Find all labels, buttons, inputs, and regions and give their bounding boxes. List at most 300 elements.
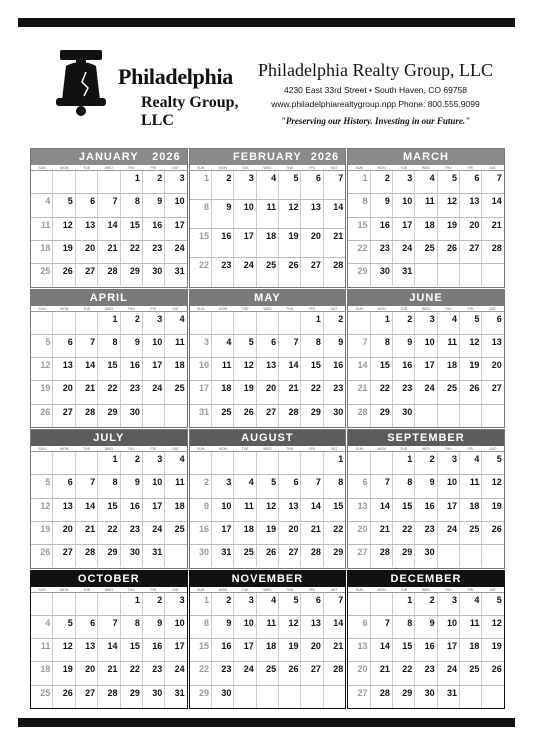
day-cell[interactable]: [460, 381, 482, 403]
day-cell[interactable]: [121, 312, 143, 334]
day-cell[interactable]: [190, 686, 212, 708]
day-cell[interactable]: [279, 200, 301, 228]
day-cell[interactable]: [257, 335, 279, 357]
day-cell[interactable]: [234, 593, 256, 615]
day-cell[interactable]: [190, 662, 212, 684]
day-cell[interactable]: [301, 200, 323, 228]
day-cell[interactable]: [212, 258, 234, 286]
day-cell[interactable]: [165, 381, 186, 403]
day-cell[interactable]: [371, 194, 393, 216]
day-cell[interactable]: [324, 593, 345, 615]
day-cell[interactable]: [324, 686, 345, 708]
day-cell[interactable]: [212, 522, 234, 544]
day-cell[interactable]: [76, 475, 98, 497]
day-cell[interactable]: [53, 662, 75, 684]
day-cell[interactable]: [143, 171, 165, 193]
day-cell[interactable]: [53, 171, 75, 193]
day-cell[interactable]: [212, 381, 234, 403]
day-cell[interactable]: [348, 662, 370, 684]
day-cell[interactable]: [53, 616, 75, 638]
day-cell[interactable]: [393, 616, 415, 638]
day-cell[interactable]: [415, 335, 437, 357]
day-cell[interactable]: [415, 593, 437, 615]
day-cell[interactable]: [279, 639, 301, 661]
day-cell[interactable]: [324, 381, 345, 403]
day-cell[interactable]: [212, 200, 234, 228]
day-cell[interactable]: [121, 381, 143, 403]
day-cell[interactable]: [53, 686, 75, 708]
day-cell[interactable]: [301, 545, 323, 567]
day-cell[interactable]: [324, 475, 345, 497]
day-cell[interactable]: [257, 639, 279, 661]
day-cell[interactable]: [98, 171, 120, 193]
day-cell[interactable]: [301, 522, 323, 544]
day-cell[interactable]: [212, 335, 234, 357]
day-cell[interactable]: [301, 452, 323, 474]
day-cell[interactable]: [98, 194, 120, 216]
day-cell[interactable]: [279, 662, 301, 684]
day-cell[interactable]: [415, 686, 437, 708]
day-cell[interactable]: [371, 405, 393, 427]
day-cell[interactable]: [234, 358, 256, 380]
day-cell[interactable]: [393, 358, 415, 380]
day-cell[interactable]: [415, 358, 437, 380]
day-cell[interactable]: [301, 381, 323, 403]
day-cell[interactable]: [279, 686, 301, 708]
day-cell[interactable]: [165, 194, 186, 216]
day-cell[interactable]: [482, 593, 503, 615]
day-cell[interactable]: [31, 312, 53, 334]
day-cell[interactable]: [393, 194, 415, 216]
day-cell[interactable]: [98, 241, 120, 263]
day-cell[interactable]: [324, 312, 345, 334]
day-cell[interactable]: [53, 335, 75, 357]
day-cell[interactable]: [371, 616, 393, 638]
day-cell[interactable]: [482, 218, 503, 240]
day-cell[interactable]: [460, 218, 482, 240]
day-cell[interactable]: [371, 452, 393, 474]
day-cell[interactable]: [98, 593, 120, 615]
day-cell[interactable]: [324, 452, 345, 474]
day-cell[interactable]: [393, 545, 415, 567]
day-cell[interactable]: [393, 662, 415, 684]
day-cell[interactable]: [482, 686, 503, 708]
day-cell[interactable]: [212, 452, 234, 474]
day-cell[interactable]: [190, 335, 212, 357]
day-cell[interactable]: [76, 264, 98, 286]
day-cell[interactable]: [371, 475, 393, 497]
day-cell[interactable]: [348, 312, 370, 334]
day-cell[interactable]: [348, 358, 370, 380]
day-cell[interactable]: [393, 593, 415, 615]
day-cell[interactable]: [460, 593, 482, 615]
day-cell[interactable]: [257, 593, 279, 615]
day-cell[interactable]: [190, 522, 212, 544]
day-cell[interactable]: [482, 452, 503, 474]
day-cell[interactable]: [257, 312, 279, 334]
day-cell[interactable]: [190, 405, 212, 427]
day-cell[interactable]: [438, 499, 460, 521]
day-cell[interactable]: [31, 218, 53, 240]
day-cell[interactable]: [212, 662, 234, 684]
day-cell[interactable]: [371, 499, 393, 521]
day-cell[interactable]: [482, 662, 503, 684]
day-cell[interactable]: [165, 264, 186, 286]
day-cell[interactable]: [76, 452, 98, 474]
day-cell[interactable]: [324, 545, 345, 567]
day-cell[interactable]: [31, 241, 53, 263]
day-cell[interactable]: [257, 358, 279, 380]
day-cell[interactable]: [438, 639, 460, 661]
day-cell[interactable]: [393, 312, 415, 334]
day-cell[interactable]: [234, 545, 256, 567]
day-cell[interactable]: [482, 639, 503, 661]
day-cell[interactable]: [165, 452, 186, 474]
day-cell[interactable]: [121, 475, 143, 497]
day-cell[interactable]: [348, 335, 370, 357]
day-cell[interactable]: [76, 312, 98, 334]
day-cell[interactable]: [212, 405, 234, 427]
day-cell[interactable]: [143, 194, 165, 216]
day-cell[interactable]: [279, 171, 301, 199]
day-cell[interactable]: [324, 616, 345, 638]
day-cell[interactable]: [415, 452, 437, 474]
day-cell[interactable]: [482, 264, 503, 286]
day-cell[interactable]: [393, 475, 415, 497]
day-cell[interactable]: [165, 475, 186, 497]
day-cell[interactable]: [165, 241, 186, 263]
day-cell[interactable]: [76, 335, 98, 357]
day-cell[interactable]: [460, 662, 482, 684]
day-cell[interactable]: [234, 616, 256, 638]
day-cell[interactable]: [234, 405, 256, 427]
day-cell[interactable]: [393, 522, 415, 544]
day-cell[interactable]: [234, 171, 256, 199]
day-cell[interactable]: [212, 358, 234, 380]
day-cell[interactable]: [348, 475, 370, 497]
day-cell[interactable]: [212, 229, 234, 257]
day-cell[interactable]: [53, 381, 75, 403]
day-cell[interactable]: [257, 171, 279, 199]
day-cell[interactable]: [190, 358, 212, 380]
day-cell[interactable]: [190, 312, 212, 334]
day-cell[interactable]: [31, 593, 53, 615]
day-cell[interactable]: [165, 616, 186, 638]
day-cell[interactable]: [31, 452, 53, 474]
day-cell[interactable]: [234, 662, 256, 684]
day-cell[interactable]: [98, 335, 120, 357]
day-cell[interactable]: [143, 475, 165, 497]
day-cell[interactable]: [460, 312, 482, 334]
day-cell[interactable]: [324, 229, 345, 257]
day-cell[interactable]: [76, 593, 98, 615]
day-cell[interactable]: [76, 616, 98, 638]
day-cell[interactable]: [324, 522, 345, 544]
day-cell[interactable]: [482, 358, 503, 380]
day-cell[interactable]: [98, 662, 120, 684]
day-cell[interactable]: [234, 381, 256, 403]
day-cell[interactable]: [279, 593, 301, 615]
day-cell[interactable]: [53, 499, 75, 521]
day-cell[interactable]: [98, 499, 120, 521]
day-cell[interactable]: [143, 241, 165, 263]
day-cell[interactable]: [279, 499, 301, 521]
day-cell[interactable]: [234, 522, 256, 544]
day-cell[interactable]: [98, 522, 120, 544]
day-cell[interactable]: [393, 171, 415, 193]
day-cell[interactable]: [257, 258, 279, 286]
day-cell[interactable]: [348, 499, 370, 521]
day-cell[interactable]: [234, 639, 256, 661]
day-cell[interactable]: [415, 639, 437, 661]
day-cell[interactable]: [234, 312, 256, 334]
day-cell[interactable]: [348, 593, 370, 615]
day-cell[interactable]: [98, 545, 120, 567]
day-cell[interactable]: [393, 241, 415, 263]
day-cell[interactable]: [393, 381, 415, 403]
day-cell[interactable]: [415, 194, 437, 216]
day-cell[interactable]: [301, 639, 323, 661]
day-cell[interactable]: [31, 264, 53, 286]
day-cell[interactable]: [301, 686, 323, 708]
day-cell[interactable]: [31, 194, 53, 216]
day-cell[interactable]: [257, 522, 279, 544]
day-cell[interactable]: [53, 639, 75, 661]
day-cell[interactable]: [53, 545, 75, 567]
day-cell[interactable]: [279, 545, 301, 567]
day-cell[interactable]: [53, 194, 75, 216]
day-cell[interactable]: [53, 218, 75, 240]
day-cell[interactable]: [121, 358, 143, 380]
day-cell[interactable]: [279, 616, 301, 638]
day-cell[interactable]: [415, 405, 437, 427]
day-cell[interactable]: [348, 522, 370, 544]
day-cell[interactable]: [190, 545, 212, 567]
day-cell[interactable]: [234, 452, 256, 474]
day-cell[interactable]: [324, 258, 345, 286]
day-cell[interactable]: [460, 545, 482, 567]
day-cell[interactable]: [165, 593, 186, 615]
day-cell[interactable]: [121, 499, 143, 521]
day-cell[interactable]: [190, 616, 212, 638]
day-cell[interactable]: [76, 639, 98, 661]
day-cell[interactable]: [324, 200, 345, 228]
day-cell[interactable]: [143, 639, 165, 661]
day-cell[interactable]: [438, 452, 460, 474]
day-cell[interactable]: [415, 499, 437, 521]
day-cell[interactable]: [460, 616, 482, 638]
day-cell[interactable]: [301, 171, 323, 199]
day-cell[interactable]: [460, 475, 482, 497]
day-cell[interactable]: [53, 452, 75, 474]
day-cell[interactable]: [460, 335, 482, 357]
day-cell[interactable]: [98, 264, 120, 286]
day-cell[interactable]: [393, 686, 415, 708]
day-cell[interactable]: [438, 662, 460, 684]
day-cell[interactable]: [98, 358, 120, 380]
day-cell[interactable]: [438, 171, 460, 193]
day-cell[interactable]: [371, 662, 393, 684]
day-cell[interactable]: [438, 405, 460, 427]
day-cell[interactable]: [301, 312, 323, 334]
day-cell[interactable]: [324, 662, 345, 684]
day-cell[interactable]: [393, 639, 415, 661]
day-cell[interactable]: [301, 616, 323, 638]
day-cell[interactable]: [143, 616, 165, 638]
day-cell[interactable]: [76, 686, 98, 708]
day-cell[interactable]: [393, 405, 415, 427]
day-cell[interactable]: [121, 662, 143, 684]
day-cell[interactable]: [257, 545, 279, 567]
day-cell[interactable]: [31, 616, 53, 638]
day-cell[interactable]: [438, 475, 460, 497]
day-cell[interactable]: [121, 452, 143, 474]
day-cell[interactable]: [482, 545, 503, 567]
day-cell[interactable]: [212, 639, 234, 661]
day-cell[interactable]: [212, 499, 234, 521]
day-cell[interactable]: [143, 264, 165, 286]
day-cell[interactable]: [234, 229, 256, 257]
day-cell[interactable]: [121, 686, 143, 708]
day-cell[interactable]: [190, 381, 212, 403]
day-cell[interactable]: [324, 171, 345, 199]
day-cell[interactable]: [212, 312, 234, 334]
day-cell[interactable]: [301, 229, 323, 257]
day-cell[interactable]: [53, 475, 75, 497]
day-cell[interactable]: [121, 405, 143, 427]
day-cell[interactable]: [212, 545, 234, 567]
day-cell[interactable]: [348, 381, 370, 403]
day-cell[interactable]: [460, 264, 482, 286]
day-cell[interactable]: [438, 545, 460, 567]
day-cell[interactable]: [301, 405, 323, 427]
day-cell[interactable]: [279, 229, 301, 257]
day-cell[interactable]: [121, 335, 143, 357]
day-cell[interactable]: [76, 241, 98, 263]
day-cell[interactable]: [165, 358, 186, 380]
day-cell[interactable]: [76, 358, 98, 380]
day-cell[interactable]: [482, 335, 503, 357]
day-cell[interactable]: [98, 381, 120, 403]
day-cell[interactable]: [76, 522, 98, 544]
day-cell[interactable]: [348, 218, 370, 240]
day-cell[interactable]: [31, 662, 53, 684]
day-cell[interactable]: [190, 499, 212, 521]
day-cell[interactable]: [31, 686, 53, 708]
day-cell[interactable]: [348, 616, 370, 638]
day-cell[interactable]: [76, 381, 98, 403]
day-cell[interactable]: [279, 405, 301, 427]
day-cell[interactable]: [460, 405, 482, 427]
day-cell[interactable]: [98, 312, 120, 334]
day-cell[interactable]: [121, 194, 143, 216]
day-cell[interactable]: [257, 475, 279, 497]
day-cell[interactable]: [371, 593, 393, 615]
day-cell[interactable]: [415, 545, 437, 567]
day-cell[interactable]: [143, 381, 165, 403]
day-cell[interactable]: [165, 662, 186, 684]
day-cell[interactable]: [371, 171, 393, 193]
day-cell[interactable]: [438, 593, 460, 615]
day-cell[interactable]: [348, 241, 370, 263]
day-cell[interactable]: [393, 335, 415, 357]
day-cell[interactable]: [143, 662, 165, 684]
day-cell[interactable]: [76, 171, 98, 193]
day-cell[interactable]: [415, 522, 437, 544]
day-cell[interactable]: [121, 171, 143, 193]
day-cell[interactable]: [257, 200, 279, 228]
day-cell[interactable]: [121, 522, 143, 544]
day-cell[interactable]: [143, 358, 165, 380]
day-cell[interactable]: [143, 335, 165, 357]
day-cell[interactable]: [53, 358, 75, 380]
day-cell[interactable]: [482, 522, 503, 544]
day-cell[interactable]: [438, 522, 460, 544]
day-cell[interactable]: [165, 639, 186, 661]
day-cell[interactable]: [53, 593, 75, 615]
day-cell[interactable]: [98, 639, 120, 661]
day-cell[interactable]: [53, 312, 75, 334]
day-cell[interactable]: [460, 522, 482, 544]
day-cell[interactable]: [165, 522, 186, 544]
day-cell[interactable]: [76, 499, 98, 521]
day-cell[interactable]: [438, 264, 460, 286]
day-cell[interactable]: [234, 335, 256, 357]
day-cell[interactable]: [257, 452, 279, 474]
day-cell[interactable]: [438, 381, 460, 403]
day-cell[interactable]: [482, 194, 503, 216]
day-cell[interactable]: [257, 662, 279, 684]
day-cell[interactable]: [324, 639, 345, 661]
day-cell[interactable]: [257, 405, 279, 427]
day-cell[interactable]: [301, 358, 323, 380]
day-cell[interactable]: [234, 686, 256, 708]
day-cell[interactable]: [348, 545, 370, 567]
day-cell[interactable]: [482, 499, 503, 521]
day-cell[interactable]: [143, 499, 165, 521]
day-cell[interactable]: [76, 218, 98, 240]
day-cell[interactable]: [143, 405, 165, 427]
day-cell[interactable]: [279, 312, 301, 334]
day-cell[interactable]: [438, 616, 460, 638]
day-cell[interactable]: [348, 452, 370, 474]
day-cell[interactable]: [460, 194, 482, 216]
day-cell[interactable]: [257, 381, 279, 403]
day-cell[interactable]: [415, 264, 437, 286]
day-cell[interactable]: [53, 241, 75, 263]
day-cell[interactable]: [415, 381, 437, 403]
day-cell[interactable]: [257, 499, 279, 521]
day-cell[interactable]: [301, 258, 323, 286]
day-cell[interactable]: [279, 522, 301, 544]
day-cell[interactable]: [212, 593, 234, 615]
day-cell[interactable]: [143, 452, 165, 474]
day-cell[interactable]: [165, 499, 186, 521]
day-cell[interactable]: [143, 218, 165, 240]
day-cell[interactable]: [234, 499, 256, 521]
day-cell[interactable]: [371, 545, 393, 567]
day-cell[interactable]: [482, 312, 503, 334]
day-cell[interactable]: [165, 218, 186, 240]
day-cell[interactable]: [482, 381, 503, 403]
day-cell[interactable]: [415, 475, 437, 497]
day-cell[interactable]: [393, 264, 415, 286]
day-cell[interactable]: [460, 639, 482, 661]
day-cell[interactable]: [415, 171, 437, 193]
day-cell[interactable]: [121, 639, 143, 661]
day-cell[interactable]: [190, 258, 212, 286]
day-cell[interactable]: [165, 405, 186, 427]
